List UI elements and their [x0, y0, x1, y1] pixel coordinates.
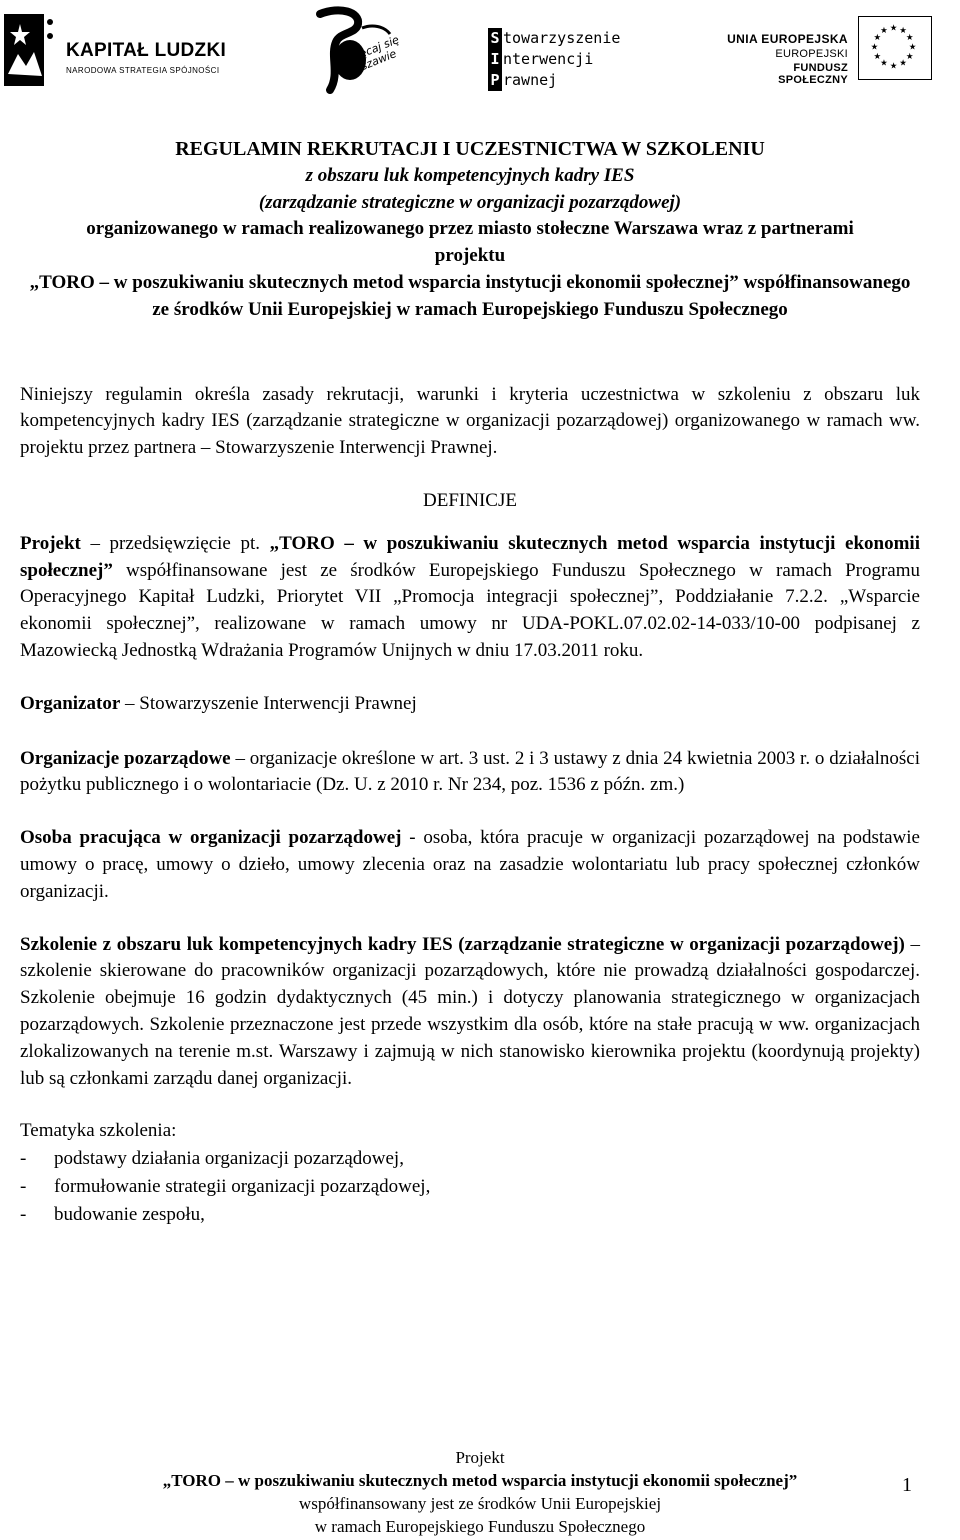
footer-line-1: Projekt — [455, 1448, 505, 1467]
list-item: - podstawy działania organizacji pozarządowej, — [20, 1145, 920, 1173]
definition-osoba-pracujaca: Osoba pracująca w organizacji pozarządowej - osoba, która pracuje w organizacji pozarządowej na podstawie umowy o pracę, umowy o dzieło, umowy zlecenia oraz na zasadzie wolontariatu lub pracy społecznej członków organizacji. — [20, 827, 920, 902]
svg-text:★: ★ — [905, 51, 914, 62]
svg-text:★: ★ — [880, 26, 888, 37]
header-logos — [0, 0, 960, 100]
eu-flag-icon — [858, 16, 932, 80]
svg-text:★: ★ — [889, 23, 898, 34]
definitions-heading: DEFINICJE — [423, 489, 517, 511]
intro-paragraph: Niniejszy regulamin określa zasady rekrutacji, warunki i kryteria uczestnictwa w szkoleniu z obszaru luk kompetencyjnych kadry IES (zarządzanie strategiczne w organizacji pozarządowej) organizowanego w ramach ww. projektu przez partnera – Stowarzyszenie Interwencji Prawnej. — [20, 383, 920, 459]
svg-text:★: ★ — [873, 32, 882, 43]
footer-line-3: współfinansowany jest ze środków Unii Europejskiej — [298, 1494, 662, 1513]
svg-text:★: ★ — [899, 58, 907, 69]
svg-text:★: ★ — [880, 58, 888, 69]
zakrec-logo — [300, 4, 410, 96]
zakrec-logo-text: zakręcaj się warszawie — [335, 33, 401, 81]
svg-text:★: ★ — [905, 32, 914, 43]
footer-line-4: w ramach Europejskiego Funduszu Społecznego — [314, 1517, 646, 1536]
page-footer — [0, 1446, 960, 1538]
title-line-5: „TORO – w poszukiwaniu skutecznych metod wsparcia instytucji ekonomii społecznej” współfinansowanego ze środków Unii Europejskiej w ramach Europejskiego Funduszu Społecznego — [29, 271, 911, 320]
sip-line-1: S towarzyszenie — [488, 28, 620, 49]
definition-organizator: Organizator – Stowarzyszenie Interwencji Prawnej — [20, 692, 417, 714]
sip-logo — [488, 28, 620, 91]
page-number: 1 — [902, 1474, 912, 1496]
kapital-ludzki-subtitle: NARODOWA STRATEGIA SPÓJNOŚCI — [66, 66, 220, 75]
kapital-ludzki-title: KAPITAŁ LUDZKI — [66, 40, 227, 61]
eu-logo-text — [724, 32, 848, 86]
kapital-ludzki-logo — [4, 14, 264, 86]
definition-projekt: Projekt – przedsięwzięcie pt. „TORO – w poszukiwaniu skutecznych metod wsparcia instytucji ekonomii społecznej” współfinansowane jest ze środków Europejskiego Funduszu Społecznego w ramach Programu Operacyjnego Kapitał Ludzki, Priorytet VII „Promocja integracji społecznej”, Poddziałanie 7.2.2. „Wsparcie ekonomii społecznej”, realizowane w ramach umowy nr UDA-POKL.07.02.02-14-033/10-00 podpisanej z Mazowiecką Jednostką Wdrażania Programów Unijnych w dniu 17.03.2011 roku. — [20, 532, 920, 661]
svg-text:★: ★ — [908, 42, 917, 53]
kapital-ludzki-mark-icon — [4, 14, 56, 86]
eu-line-2: EUROPEJSKI — [775, 48, 848, 60]
document-title — [20, 136, 920, 324]
title-line-1: REGULAMIN REKRUTACJI I UCZESTNICTWA W SZKOLENIU — [175, 138, 765, 160]
topics-list — [20, 1145, 920, 1229]
topics-heading: Tematyka szkolenia: — [20, 1120, 177, 1142]
definition-organizacje-pozarzadowe: Organizacje pozarządowe – organizacje określone w art. 3 ust. 2 i 3 ustawy z dnia 24 kwietnia 2003 r. o działalności pożytku publicznego i o wolontariacie (Dz. U. z 2010 r. Nr 234, poz. 1536 z późn. zm.) — [20, 747, 921, 796]
eu-line-1: UNIA EUROPEJSKA — [727, 32, 848, 46]
list-item: - budowanie zespołu, — [20, 1201, 920, 1229]
title-line-3: (zarządzanie strategiczne w organizacji pozarządowej) — [258, 191, 682, 213]
eu-line-3: FUNDUSZ SPOŁECZNY — [778, 62, 848, 86]
document-body — [20, 136, 920, 1229]
svg-text:★: ★ — [889, 61, 898, 72]
title-line-4: organizowanego w ramach realizowanego przez miasto stołeczne Warszawa wraz z partnerami projektu — [86, 218, 854, 267]
svg-text:★: ★ — [899, 26, 907, 37]
sip-line-2: I nterwencji — [488, 49, 620, 70]
footer-line-2: „TORO – w poszukiwaniu skutecznych metod wsparcia instytucji ekonomii społecznej” — [162, 1471, 798, 1490]
svg-text:★: ★ — [873, 51, 882, 62]
list-item: - formułowanie strategii organizacji pozarządowej, — [20, 1173, 920, 1201]
definition-szkolenie: Szkolenie z obszaru luk kompetencyjnych kadry IES (zarządzanie strategiczne w organizacji pozarządowej) – szkolenie skierowane do pracowników organizacji pozarządowych, które nie prowadzą działalności gospodarczej. Szkolenie obejmuje 16 godzin dydaktycznych (45 min.) i dotyczy planowania strategicznego w organizacjach pozarządowych. Szkolenie przeznaczone jest przede wszystkim dla osób, które na stałe pracują w ww. organizacjach zlokalizowanych na terenie m.st. Warszawy i zajmują w nich stanowisko kierownika projektu (koordynują projekty) lub są członkami zarządu danej organizacji. — [20, 933, 920, 1089]
sip-line-3: P rawnej — [488, 70, 620, 91]
title-line-2: z obszaru luk kompetencyjnych kadry IES — [305, 164, 635, 186]
svg-text:★: ★ — [870, 42, 879, 53]
